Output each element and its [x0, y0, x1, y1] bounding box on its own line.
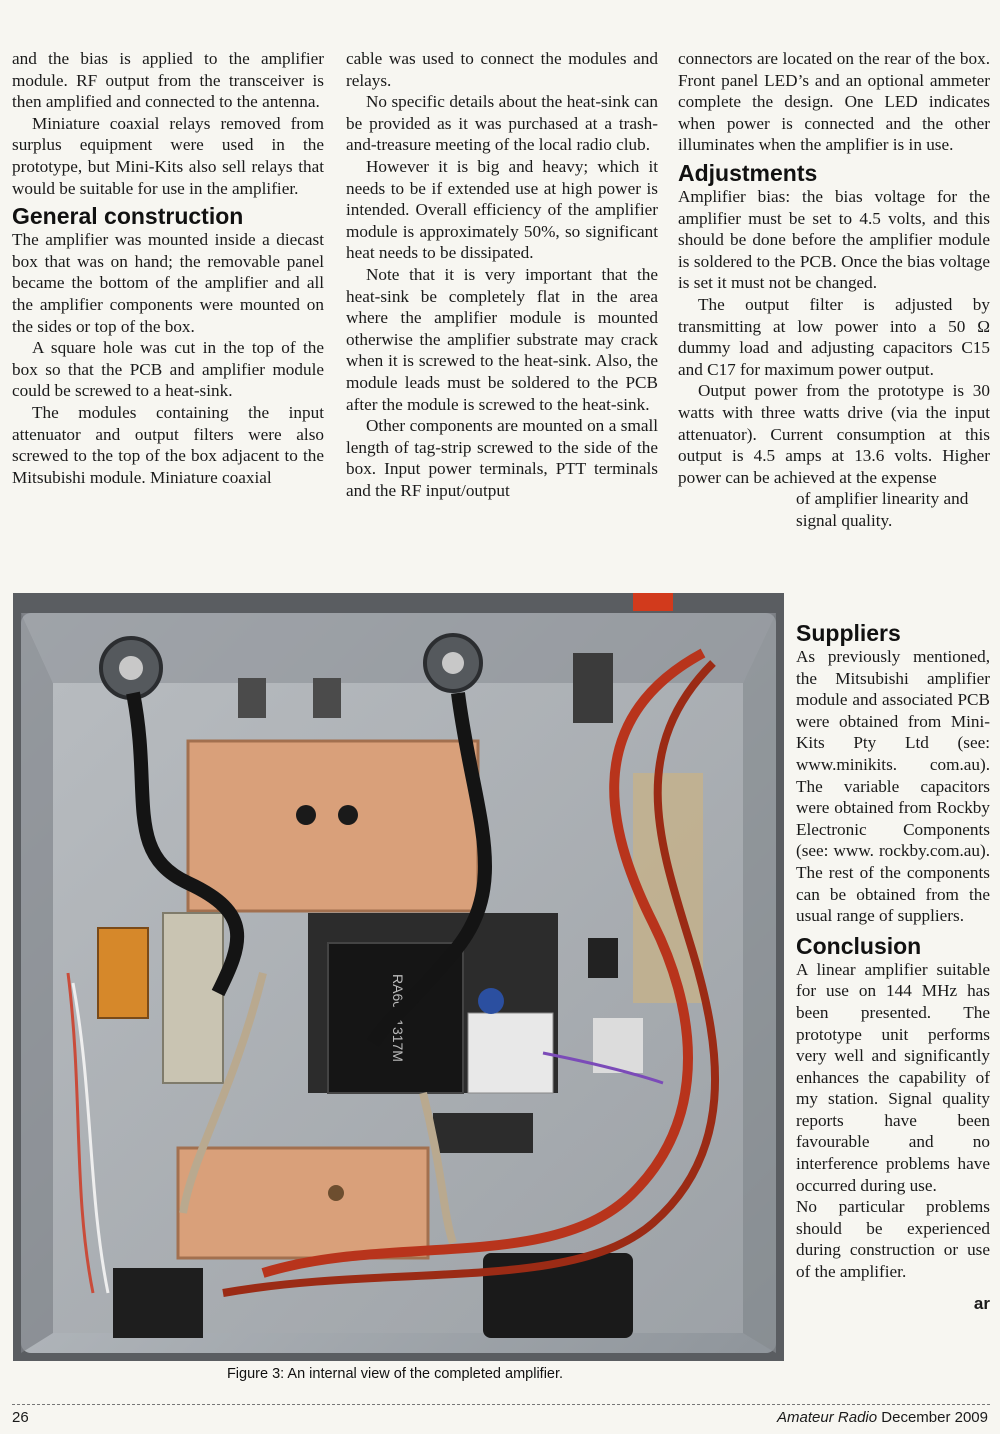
module-base	[433, 1113, 533, 1153]
n-connector-right-pin	[442, 652, 464, 674]
col3-paragraph-6: A linear amplifier suitable for use on 144 MHz has been presented. The prototype unit performs very well and significantly enhances the capability of my station. Signal quality reports have been favourable and no interference problems have occurred during use.	[796, 959, 990, 1195]
col3-paragraph-4-continued: of amplifier linearity and signal quality.	[796, 489, 969, 530]
col3-paragraph-1: connectors are located on the rear of the box. Front panel LED’s and an optional ammeter complete the design. One LED indicates when power is connected and the other illuminates when the amplifier is in use.	[678, 49, 990, 155]
col1-paragraph-5: The modules containing the input attenuator and output filters were also screwed to the top of the box adjacent to the Mitsubishi module. Miniature coaxial	[12, 402, 324, 487]
col1-paragraph-2: Miniature coaxial relays removed from surplus equipment were used in the prototype, but Mini-Kits also sell relays that would be suitable for use in the amplifier.	[12, 113, 324, 198]
footer-rule	[12, 1404, 990, 1405]
magazine-issue: December 2009	[881, 1409, 988, 1426]
copper-plate-upper	[188, 741, 478, 911]
relay-bottom	[113, 1268, 203, 1338]
col1-paragraph-1: and the bias is applied to the amplifier module. RF output from the transceiver is then amplified and connected to the antenna.	[12, 49, 324, 112]
heading-conclusion: Conclusion	[796, 932, 922, 959]
col2-paragraph-5: Other components are mounted on a small length of tag-strip screwed to the side of the box. Input power terminals, PTT terminals and the RF input/output	[346, 416, 658, 500]
col2-paragraph-3: However it is big and heavy; which it needs to be if extended use at high power is intended. Overall efficiency of the amplifier module is approximately 50%, so significant heat needs to be dissipated.	[346, 156, 658, 263]
article-signoff: ar	[973, 1293, 990, 1313]
col1-paragraph-4: A square hole was cut in the top of the box so that the PCB and amplifier module could be screwed to a heat-sink.	[12, 338, 324, 401]
relay-coil	[98, 928, 148, 1018]
column-3-lower	[796, 616, 990, 1314]
col2-paragraph-1: cable was used to connect the modules and relays.	[346, 49, 658, 90]
red-terminal	[633, 593, 673, 611]
mounting-hole-1	[296, 805, 316, 825]
copper-plate-lower	[178, 1148, 428, 1258]
module-label: RA60H1317M	[390, 974, 406, 1062]
led-holder	[573, 653, 613, 723]
col3-paragraph-4: Output power from the prototype is 30 watts with three watts drive (via the input attenuator). Current consumption at this output is 4.5 amps at 13.6 volts. Higher power can be achieved at the expense	[678, 381, 990, 487]
amplifier-photo	[13, 593, 784, 1361]
magazine-title: Amateur Radio	[777, 1409, 878, 1426]
col2-paragraph-4: Note that it is very important that the heat-sink be completely flat in the area where the amplifier module is mounted otherwise the amplifier substrate may crack when it is screwed to the heat-sink. Also, the module leads must be soldered to the PCB after the module is screwed to the heat-sink.	[346, 264, 658, 414]
column-3	[678, 48, 990, 531]
relay-body	[163, 913, 223, 1083]
pcb-board	[468, 1013, 553, 1093]
col3-paragraph-5: As previously mentioned, the Mitsubishi amplifier module and associated PCB were obtained from Mini-Kits Pty Ltd (see: www.minikits. com.au). The variable capacitors were obtained from Rockby Electronic Components (see: www. rockby.com.au). The rest of the components can be obtained from the usual range of suppliers.	[796, 647, 990, 926]
heading-suppliers: Suppliers	[796, 620, 901, 646]
terminal-post-2	[313, 678, 341, 718]
col2-paragraph-2: No specific details about the heat-sink can be provided as it was purchased at a trash-and-treasure meeting of the local radio club.	[346, 92, 658, 155]
col3-paragraph-7: No particular problems should be experienced during construction or use of the amplifier.	[796, 1197, 990, 1282]
col3-paragraph-3: The output filter is adjusted by transmitting at low power into a 50 Ω dummy load and adjusting capacitors C15 and C17 for maximum power output.	[678, 294, 990, 379]
electrolytic-capacitor	[478, 988, 504, 1014]
heading-general-construction: General construction	[12, 203, 244, 230]
column-1	[12, 48, 324, 488]
heading-adjustments: Adjustments	[678, 159, 818, 186]
figure-caption: Figure 3: An internal view of the completed amplifier.	[226, 1366, 564, 1382]
box-left-wall	[21, 613, 53, 1353]
box-right-wall	[743, 613, 776, 1353]
mounting-hole-2	[338, 805, 358, 825]
amplifier-illustration	[13, 593, 784, 1361]
regulator	[588, 938, 618, 978]
page-number: 26	[12, 1409, 29, 1426]
lower-plate-screw	[328, 1185, 344, 1201]
magazine-footer	[777, 1409, 988, 1426]
col3-paragraph-2: Amplifier bias: the bias voltage for the amplifier must be set to 4.5 volts, and this should be done before the amplifier module is soldered to the PCB. Once the bias voltage is set it must not be changed.	[678, 186, 990, 293]
n-connector-left-pin	[119, 656, 143, 680]
col1-paragraph-3: The amplifier was mounted inside a diecast box that was on hand; the removable panel became the bottom of the amplifier and all the amplifier components were mounted on the sides or top of the box.	[12, 230, 324, 336]
terminal-post-1	[238, 678, 266, 718]
column-2	[346, 48, 658, 501]
